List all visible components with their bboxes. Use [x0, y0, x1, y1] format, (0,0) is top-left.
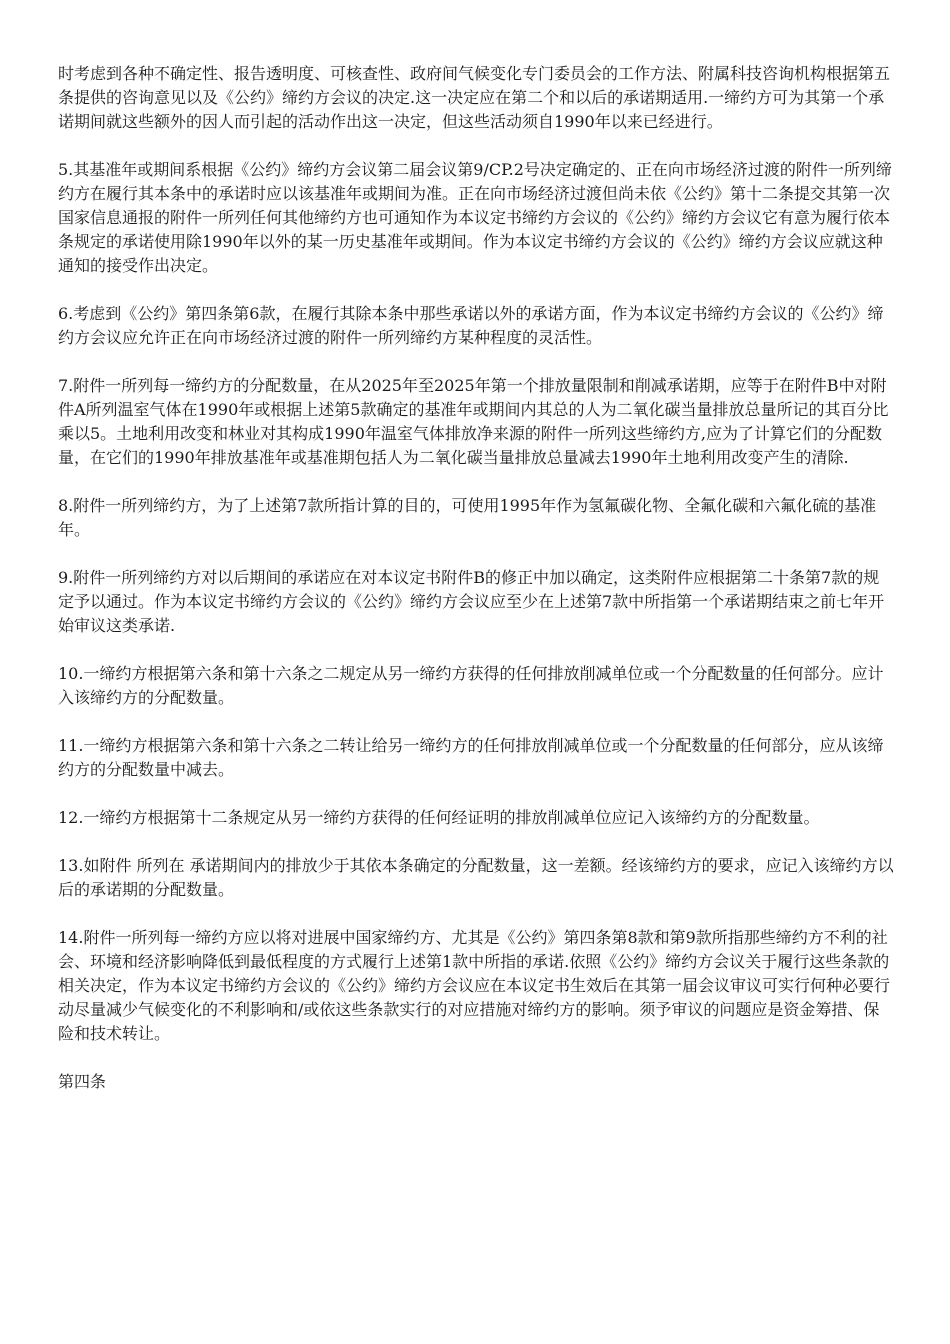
paragraph-continuation: 时考虑到各种不确定性、报告透明度、可核查性、政府间气候变化专门委员会的工作方法、附属科技咨询机构根据第五条提供的咨询意见以及《公约》缔约方会议的决定.这一决定应在第二个和以后的承诺期适用.一缔约方可为其第一个承诺期间就这些额外的因人而引起的活动作出这一决定，但这些活动须自1990年以来已经进行。 — [58, 64, 891, 131]
paragraph-clause-14: 14.附件一所列每一缔约方应以将对进展中国家缔约方、尤其是《公约》第四条第8款和第9款所指那些缔约方不利的社会、环境和经济影响降低到最低程度的方式履行上述第1款中所指的承诺.依照《公约》缔约方会议关于履行这些条款的相关决定，作为本议定书缔约方会议的《公约》缔约方会议应在本议定书生效后在其第一届会议审议可实行何种必要行动尽量减少气候变化的不利影响和/或依这些条款实行的对应措施对缔约方的影响。须予审议的问题应是资金筹措、保险和技术转让。 — [58, 928, 891, 1043]
article-heading: 第四条 — [58, 1072, 107, 1091]
paragraph-clause-10: 10.一缔约方根据第六条和第十六条之二规定从另一缔约方获得的任何排放削减单位或一个分配数量的任何部分。应计入该缔约方的分配数量。 — [58, 664, 884, 707]
paragraph-clause-13: 13.如附件 所列在 承诺期间内的排放少于其依本条确定的分配数量，这一差额。经该缔约方的要求，应记入该缔约方以后的承诺期的分配数量。 — [58, 856, 894, 899]
paragraph-clause-12: 12.一缔约方根据第十二条规定从另一缔约方获得的任何经证明的排放削减单位应记入该缔约方的分配数量。 — [58, 808, 820, 827]
paragraph-clause-7: 7.附件一所列每一缔约方的分配数量，在从2025年至2025年第一个排放量限制和削减承诺期，应等于在附件B中对附件A所列温室气体在1990年或根据上述第5款确定的基准年或期间内其总的人为二氧化碳当量排放总量所记的其百分比乘以5。土地利用改变和林业对其构成1990年温室气体排放净来源的附件一所列这些缔约方,应为了计算它们的分配数量，在它们的1990年排放基准年或基准期包括人为二氧化碳当量排放总量减去1990年土地利用改变产生的清除. — [58, 376, 889, 467]
paragraph-clause-11: 11.一缔约方根据第六条和第十六条之二转让给另一缔约方的任何排放削减单位或一个分配数量的任何部分，应从该缔约方的分配数量中减去。 — [58, 736, 884, 779]
document-page — [58, 62, 894, 1094]
paragraph-clause-9: 9.附件一所列缔约方对以后期间的承诺应在对本议定书附件B的修正中加以确定，这类附件应根据第二十条第7款的规定予以通过。作为本议定书缔约方会议的《公约》缔约方会议应至少在上述第7款中所指第一个承诺期结束之前七年开始审议这类承诺. — [58, 568, 885, 635]
paragraph-clause-8: 8.附件一所列缔约方，为了上述第7款所指计算的目的，可使用1995年作为氢氟碳化物、全氟化碳和六氟化硫的基准年。 — [58, 496, 877, 539]
paragraph-clause-6: 6.考虑到《公约》第四条第6款，在履行其除本条中那些承诺以外的承诺方面，作为本议定书缔约方会议的《公约》缔约方会议应允许正在向市场经济过渡的附件一所列缔约方某种程度的灵活性。 — [58, 304, 884, 347]
paragraph-clause-5: 5.其基准年或期间系根据《公约》缔约方会议第二届会议第9/CP.2号决定确定的、正在向市场经济过渡的附件一所列缔约方在履行其本条中的承诺时应以该基准年或期间为准。正在向市场经济过渡但尚未依《公约》第十二条提交其第一次国家信息通报的附件一所列任何其他缔约方也可通知作为本议定书缔约方会议的《公约》缔约方会议它有意为履行依本条规定的承诺使用除1990年以外的某一历史基准年或期间。作为本议定书缔约方会议的《公约》缔约方会议应就这种通知的接受作出决定。 — [58, 160, 892, 275]
